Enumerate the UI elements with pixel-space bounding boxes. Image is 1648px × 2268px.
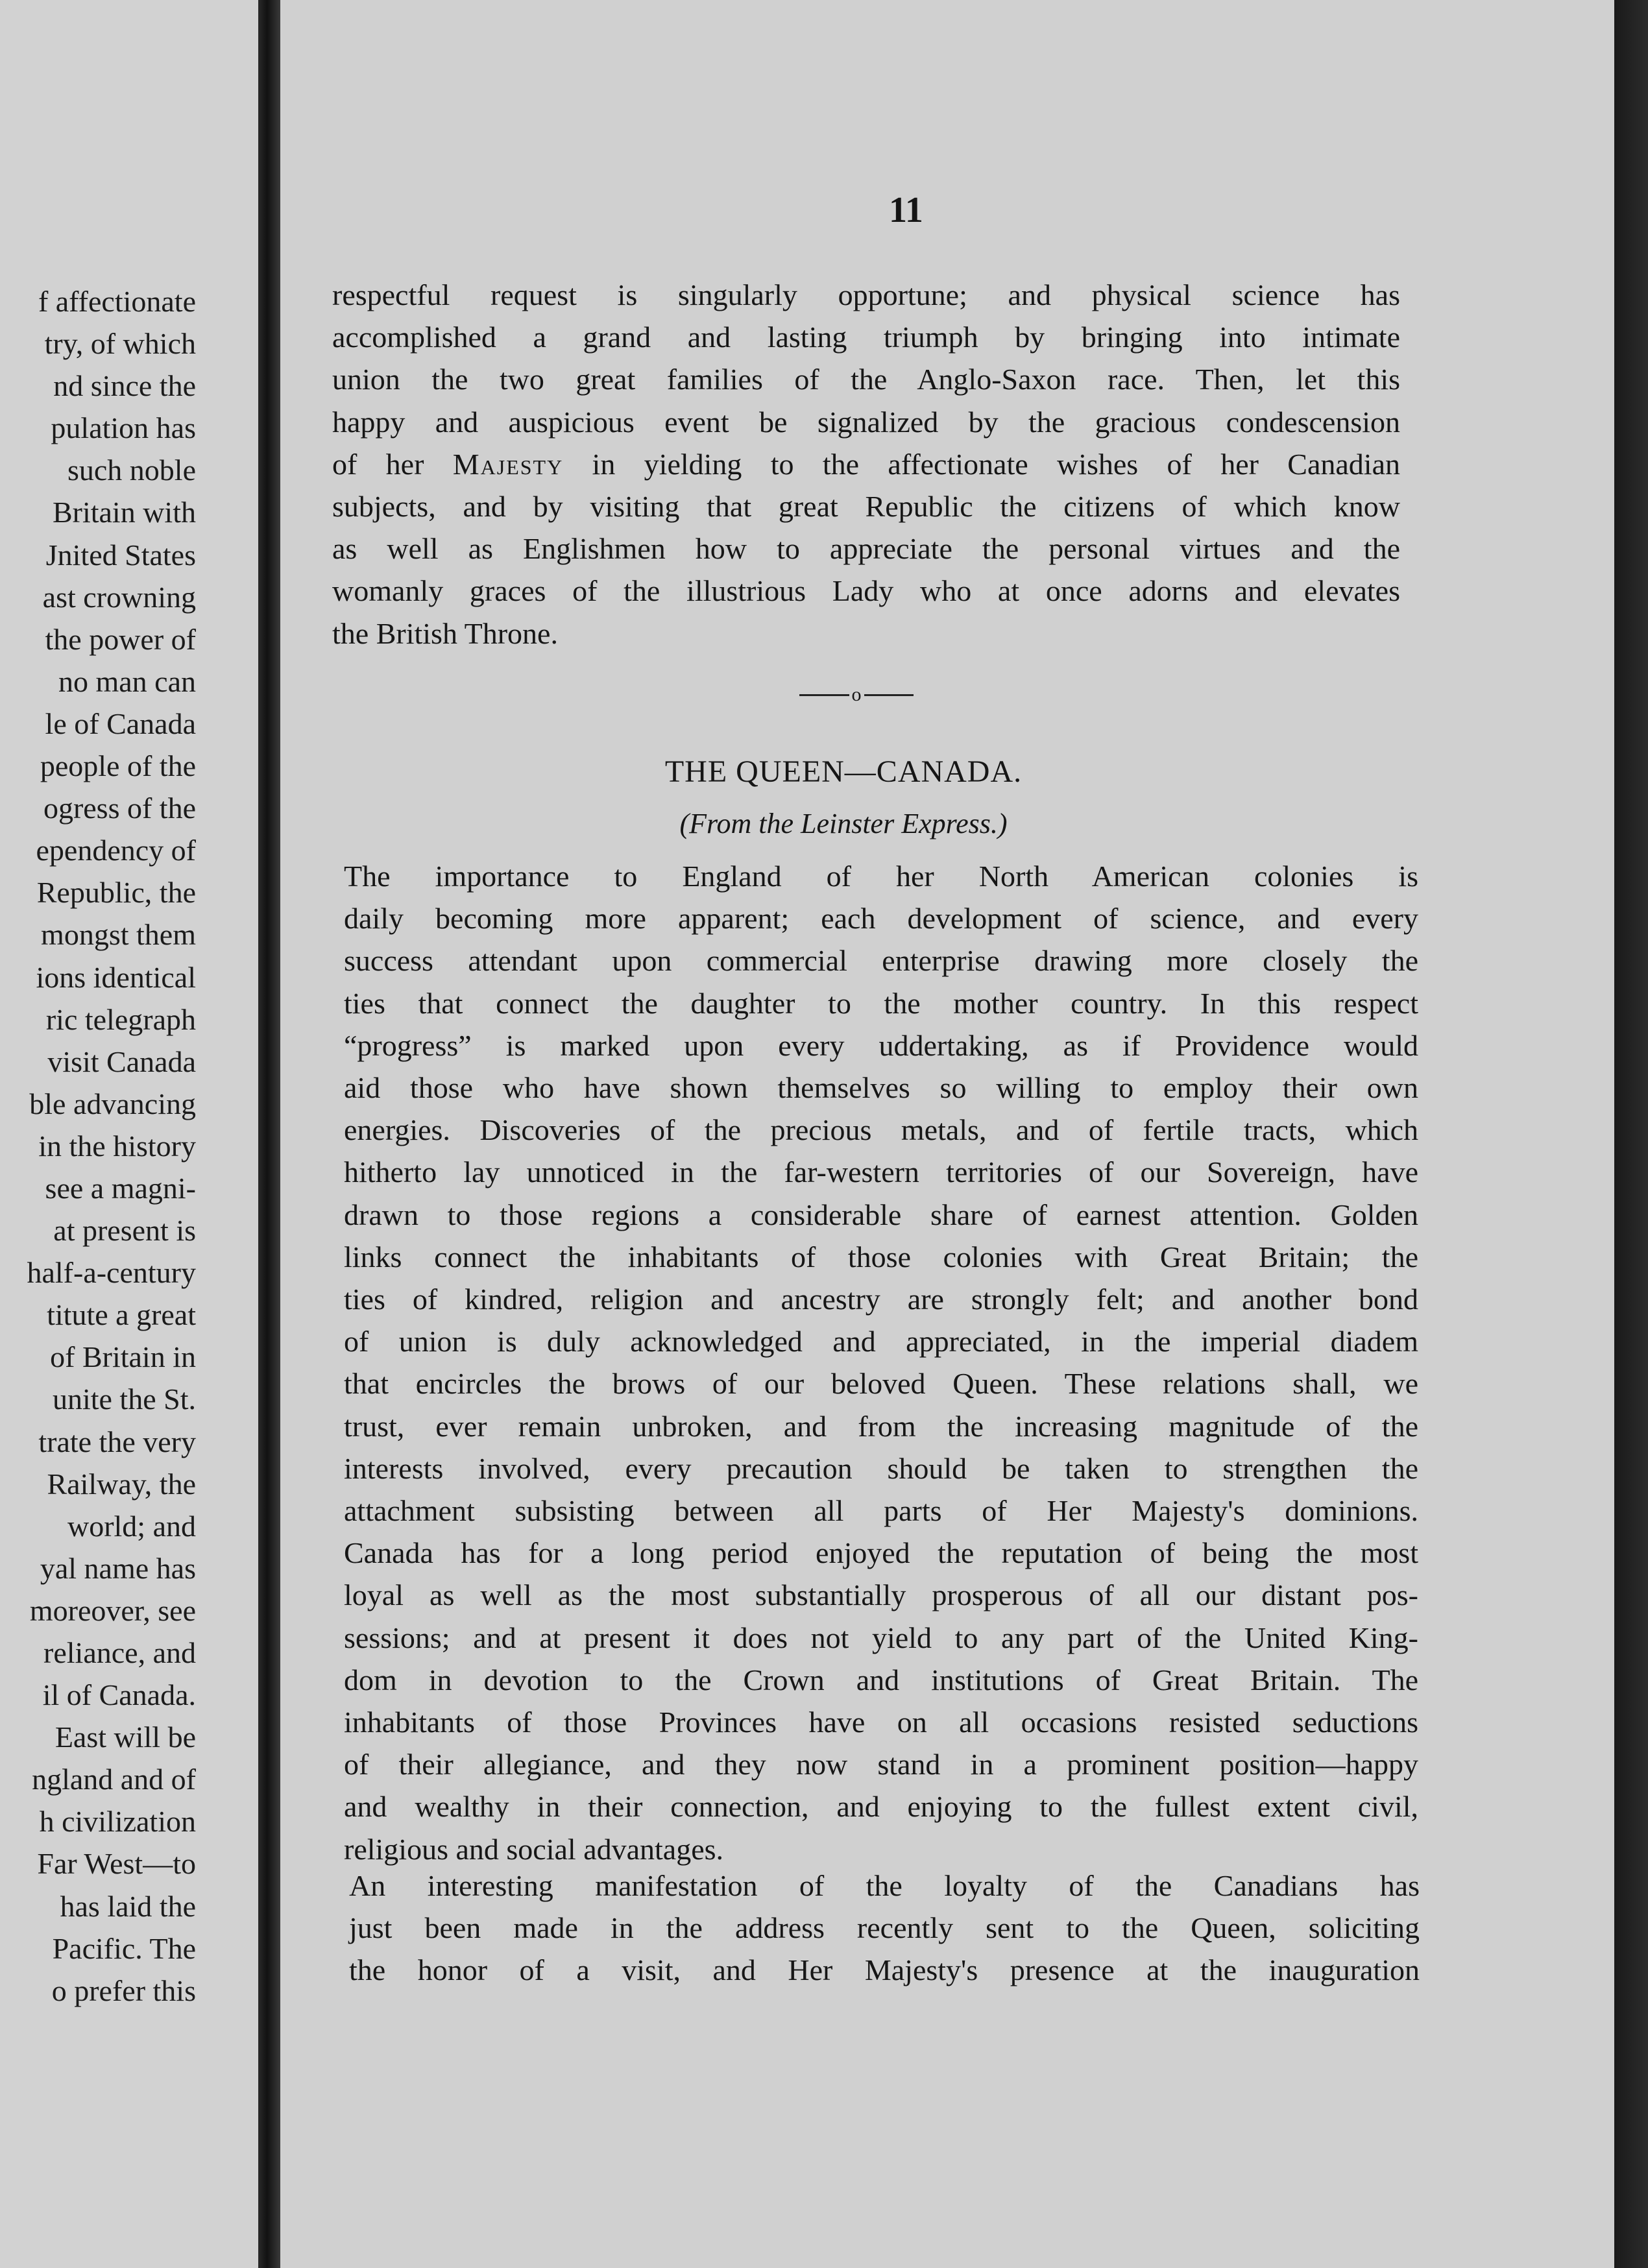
left-fragment-line: trate the very (38, 1425, 196, 1458)
article-paragraph-2 (349, 1864, 1420, 1992)
continued-paragraph (332, 274, 1400, 655)
left-fragment-line: Jnited States (45, 538, 196, 572)
left-fragment-line: try, of which (44, 327, 196, 361)
page-edge-shadow (1614, 0, 1648, 2268)
text-line: energies. Discoveries of the precious metals, and of fertile tracts, which (344, 1113, 1418, 1147)
left-fragment-line: people of the (40, 749, 196, 783)
text-line: as well as Englishmen how to appreciate the personal virtues and the (332, 532, 1400, 566)
left-fragment-line: visit Canada (47, 1044, 196, 1078)
left-fragment-line: Britain with (52, 496, 196, 529)
text-line: The importance to England of her North American colonies is (344, 860, 1418, 893)
left-fragment-line: le of Canada (45, 706, 196, 740)
text-line: links connect the inhabitants of those colonies with Great Britain; the (344, 1240, 1418, 1273)
section-divider (799, 685, 914, 705)
text-line: the British Throne. (332, 616, 558, 650)
text-line: inhabitants of those Provinces have on all occasions resisted seductions (344, 1706, 1418, 1739)
left-fragment-line: no man can (58, 664, 196, 698)
left-fragment-line: ependency of (36, 834, 196, 867)
text-line: union the two great families of the Anglo-Saxon race. Then, let this (332, 363, 1400, 396)
left-fragment-line: East will be (55, 1720, 196, 1754)
left-fragment-line: such noble (67, 453, 196, 487)
left-fragment-line: f affectionate (38, 285, 196, 318)
left-fragment-line: at present is (53, 1214, 196, 1248)
left-fragment-line: has laid the (60, 1889, 196, 1923)
left-fragment-line: o prefer this (51, 1973, 196, 2007)
text-line: “progress” is marked upon every uddertaking, as if Providence would (344, 1028, 1418, 1062)
left-page-text-fragments (27, 280, 196, 2012)
text-line: dom in devotion to the Crown and institutions of Great Britain. The (344, 1663, 1418, 1696)
divider-mark: o (851, 684, 862, 705)
left-fragment-line: ble advancing (29, 1087, 196, 1120)
left-fragment-line: see a magni- (45, 1171, 196, 1205)
text-line: accomplished a grand and lasting triumph by bringing into intimate (332, 320, 1400, 354)
text-line: attachment subsisting between all parts of Her Majesty's dominions. (344, 1494, 1418, 1528)
left-fragment-line: h civilization (39, 1805, 196, 1839)
left-fragment-line: nd since the (53, 369, 196, 403)
divider-rule-left (799, 694, 849, 696)
article-title: THE QUEEN—CANADA. (664, 754, 1023, 789)
book-gutter (258, 0, 280, 2268)
text-line: hitherto lay unnoticed in the far-western territories of our Sovereign, have (344, 1155, 1418, 1189)
text-line: loyal as well as the most substantially prosperous of all our distant pos- (344, 1578, 1418, 1612)
left-fragment-line: ast crowning (42, 580, 196, 614)
text-line: the honor of a visit, and Her Majesty's presence at the inauguration (349, 1953, 1420, 1987)
text-line: success attendant upon commercial enterprise drawing more closely the (344, 944, 1418, 978)
left-fragment-line: of Britain in (50, 1340, 196, 1374)
left-page-fragment (0, 0, 258, 2268)
text-line: ties that connect the daughter to the mother country. In this respect (344, 986, 1418, 1020)
left-fragment-line: in the history (38, 1129, 196, 1163)
small-caps-text: Majesty (452, 447, 564, 481)
left-fragment-line: half-a-century (27, 1256, 196, 1290)
text-line: trust, ever remain unbroken, and from the increasing magnitude of the (344, 1409, 1418, 1443)
article-paragraph-1 (344, 855, 1418, 1870)
left-fragment-line: Railway, the (47, 1467, 196, 1501)
left-fragment-line: pulation has (51, 411, 196, 445)
left-fragment-line: Pacific. The (52, 1931, 196, 1965)
left-fragment-line: ogress of the (43, 791, 196, 825)
left-fragment-line: mongst them (41, 918, 196, 952)
divider-rule-right (864, 694, 914, 696)
text-line: ties of kindred, religion and ancestry are strongly felt; and another bond (344, 1283, 1418, 1316)
text-line: daily becoming more apparent; each development of science, and every (344, 902, 1418, 935)
text-line: of union is duly acknowledged and appreciated, in the imperial diadem (344, 1325, 1418, 1358)
article-source: (From the Leinster Express.) (679, 808, 1008, 839)
left-fragment-line: il of Canada. (42, 1678, 196, 1712)
text-line: that encircles the brows of our beloved Queen. These relations shall, we (344, 1367, 1418, 1401)
left-fragment-line: ric telegraph (45, 1002, 196, 1036)
left-fragment-line: unite the St. (52, 1382, 196, 1416)
left-fragment-line: ngland and of (32, 1763, 196, 1796)
text-line: subjects, and by visiting that great Republic the citizens of which know (332, 490, 1400, 524)
left-fragment-line: Far West—to (37, 1847, 196, 1881)
left-fragment-line: moreover, see (29, 1593, 196, 1627)
text-line: respectful request is singularly opportune; and physical science has (332, 278, 1400, 311)
text-line: aid those who have shown themselves so willing to employ their own (344, 1071, 1418, 1105)
text-line: and wealthy in their connection, and enjoying to the fullest extent civil, (344, 1790, 1418, 1824)
left-fragment-line: Republic, the (36, 876, 196, 910)
text-line: drawn to those regions a considerable share of earnest attention. Golden (344, 1198, 1418, 1231)
text-line: sessions; and at present it does not yield to any part of the United King- (344, 1621, 1418, 1654)
text-line: of her Majesty in yielding to the affectionate wishes of her Canadian (332, 447, 1400, 481)
page-number: 11 (889, 190, 923, 230)
left-fragment-line: ions identical (36, 960, 196, 994)
text-line: happy and auspicious event be signalized by the gracious condescension (332, 405, 1400, 439)
text-line: Canada has for a long period enjoyed the reputation of being the most (344, 1536, 1418, 1570)
left-fragment-line: reliance, and (43, 1636, 196, 1669)
text-line: religious and social advantages. (344, 1832, 724, 1866)
text-line: interests involved, every precaution should be taken to strengthen the (344, 1451, 1418, 1485)
text-line: just been made in the address recently sent to the Queen, soliciting (349, 1911, 1420, 1945)
left-fragment-line: world; and (67, 1509, 196, 1543)
left-fragment-line: titute a great (47, 1298, 196, 1332)
text-line: An interesting manifestation of the loyalty of the Canadians has (349, 1869, 1420, 1902)
text-line: womanly graces of the illustrious Lady who at once adorns and elevates (332, 574, 1400, 608)
left-fragment-line: yal name has (40, 1551, 196, 1585)
left-fragment-line: the power of (45, 622, 196, 656)
text-line: of their allegiance, and they now stand in a prominent position—happy (344, 1748, 1418, 1781)
